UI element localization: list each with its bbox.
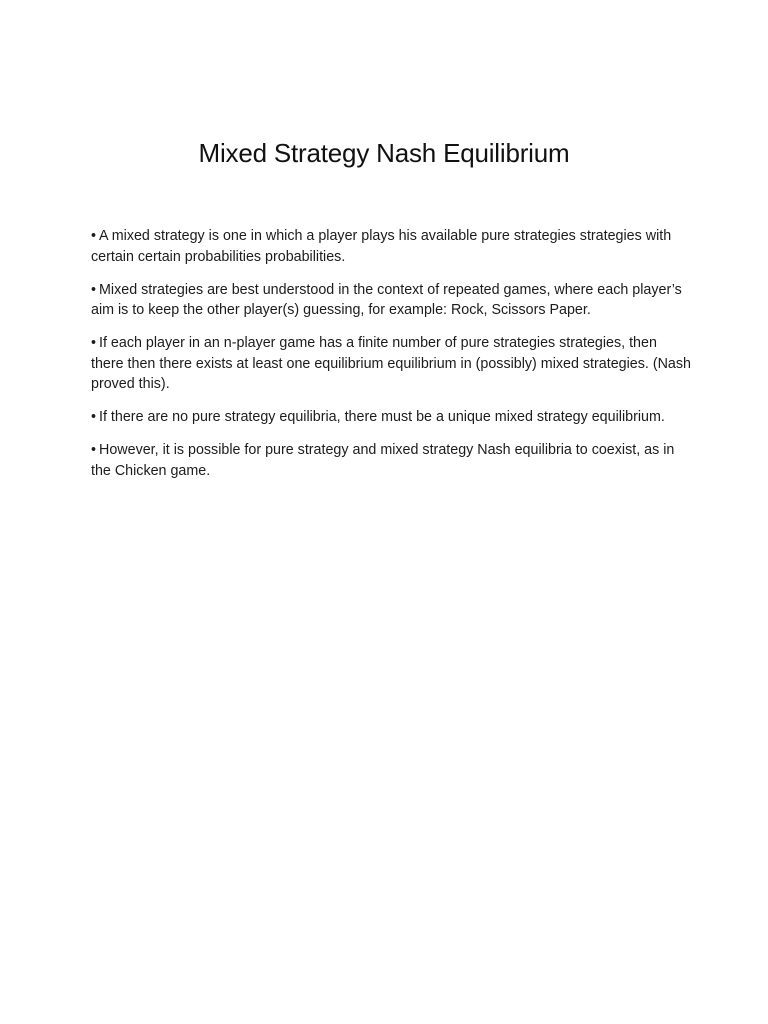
- list-item-text: A mixed strategy is one in which a player plays his available pure strategies strategies with certain certain probabilities probabilities.: [91, 228, 672, 265]
- bullet-icon: •: [91, 281, 97, 298]
- list-item: [91, 226, 691, 267]
- list-item: [91, 333, 691, 395]
- bullet-icon: •: [91, 335, 97, 351]
- bullet-icon: •: [91, 228, 97, 244]
- page-title: Mixed Strategy Nash Equilibrium: [198, 138, 570, 168]
- list-item: [91, 407, 691, 428]
- list-item: [91, 440, 691, 481]
- bullet-icon: •: [91, 442, 97, 458]
- list-item-text: If there are no pure strategy equilibria, there must be a unique mixed strategy equilibrium.: [99, 409, 665, 425]
- list-item: [91, 280, 691, 321]
- list-item-text: If each player in an n-player game has a finite number of pure strategies strategies, then there then there exists at least one equilibrium equilibrium in (possibly) mixed strategies. (Nash proved this).: [91, 335, 691, 392]
- list-item-text: However, it is possible for pure strategy and mixed strategy Nash equilibria to coexist, as in the Chicken game.: [91, 442, 675, 479]
- list-item-text: Mixed strategies are best understood in the context of repeated games, where each player’s aim is to keep the other player(s) guessing, for example: Rock, Scissors Paper.: [91, 281, 682, 318]
- bullet-icon: •: [91, 409, 97, 425]
- bullet-list: [91, 226, 691, 494]
